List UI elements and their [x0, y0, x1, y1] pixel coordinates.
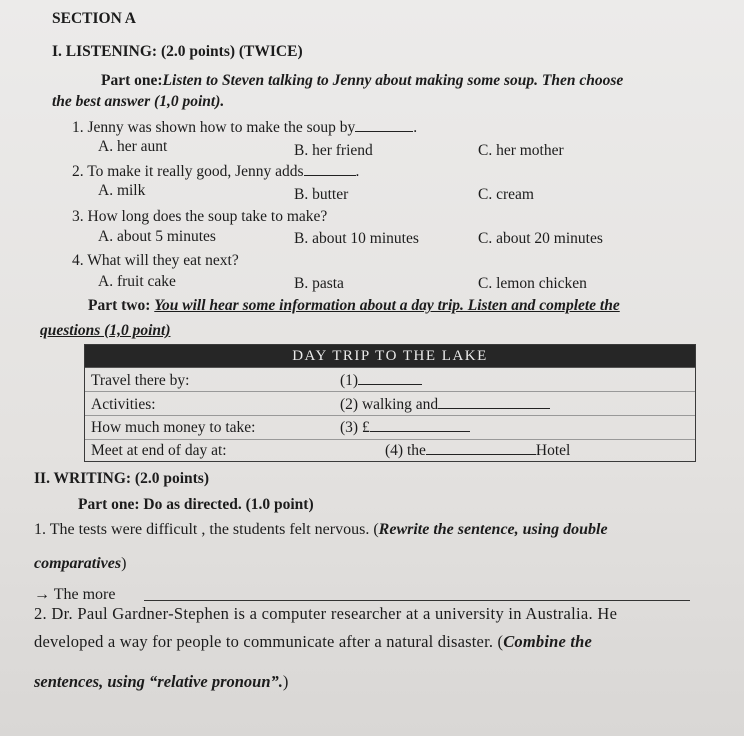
q1-option-a[interactable]: A. her aunt — [98, 138, 168, 155]
row-3-blank[interactable] — [370, 419, 470, 432]
row-1-answer: (1) — [340, 372, 422, 390]
q1-option-c[interactable]: C. her mother — [478, 142, 564, 159]
question-1-stem: 1. Jenny was shown how to make the soup by — [72, 119, 356, 136]
writing-question-2-line-3 — [34, 672, 288, 692]
writing-question-1 — [34, 521, 608, 539]
q4-option-c[interactable]: C. lemon chicken — [478, 275, 587, 292]
q3-option-b[interactable]: B. about 10 minutes — [294, 230, 419, 247]
row-1-label: Travel there by: — [91, 372, 190, 389]
row-4-suffix: Hotel — [535, 442, 571, 459]
writing-q2-instruction: Combine the — [503, 632, 593, 651]
writing-q1-text: 1. The tests were difficult , the students felt nervous. ( — [34, 521, 379, 538]
part-one-instruction-cont: the best answer (1,0 point). — [52, 93, 225, 110]
question-2-stem: 2. To make it really good, Jenny adds — [72, 163, 304, 180]
writing-question-1-cont — [34, 555, 126, 573]
q3-option-c[interactable]: C. about 20 minutes — [478, 230, 603, 247]
row-2-label: Activities: — [91, 396, 156, 413]
question-3: 3. How long does the soup take to make? — [72, 208, 328, 225]
writing-heading: II. WRITING: (2.0 points) — [34, 470, 209, 487]
section-title: SECTION A — [52, 10, 136, 27]
writing-q2-close: ) — [282, 672, 289, 691]
q4-option-a[interactable]: A. fruit cake — [98, 273, 176, 290]
row-3-label: How much money to take: — [91, 419, 256, 436]
writing-question-2-line-2 — [34, 632, 592, 652]
question-2-stem-end: . — [355, 163, 360, 180]
q4-option-b[interactable]: B. pasta — [294, 275, 344, 292]
writing-question-2-line-1: 2. Dr. Paul Gardner-Stephen is a computer researcher at a university in Australia. He — [34, 604, 618, 623]
arrow-icon: → — [34, 586, 50, 603]
row-1-blank[interactable] — [358, 372, 422, 385]
day-trip-table — [84, 344, 696, 462]
part-two-text: You will hear some information about a day trip. Listen and complete the — [154, 297, 620, 314]
writing-q1-close: ) — [121, 555, 127, 572]
row-2-answer: (2) walking and — [340, 396, 550, 414]
writing-q1-answer-line[interactable] — [144, 600, 690, 601]
part-two-instruction — [88, 297, 620, 315]
part-one-label: Part one: — [101, 72, 163, 89]
row-4-label: Meet at end of day at: — [91, 442, 227, 459]
listening-heading: I. LISTENING: (2.0 points) (TWICE) — [52, 43, 303, 60]
question-2 — [72, 163, 359, 181]
q2-option-a[interactable]: A. milk — [98, 182, 146, 199]
row-4-answer: (4) the Hotel — [385, 442, 571, 459]
question-1 — [72, 119, 417, 137]
writing-part-one: Part one: Do as directed. (1.0 point) — [78, 496, 314, 513]
part-one-text: Listen to Steven talking to Jenny about making some soup. Then choose — [162, 72, 624, 89]
part-two-label: Part two: — [88, 297, 151, 314]
row-2-blank[interactable] — [438, 396, 550, 409]
writing-q2-instruction-cont: sentences, using “relative pronoun”. — [34, 672, 283, 691]
writing-q1-instruction: Rewrite the sentence, using double — [378, 521, 608, 538]
part-one-instruction — [101, 72, 623, 90]
writing-q1-answer-prefix: The more — [53, 586, 116, 603]
question-1-stem-end: . — [413, 119, 418, 136]
q2-option-b[interactable]: B. butter — [294, 186, 349, 203]
writing-q1-answer-row — [34, 586, 115, 604]
writing-q2-text: developed a way for people to communicate after a natural disaster. ( — [34, 632, 504, 651]
question-2-blank[interactable] — [304, 163, 356, 176]
writing-q1-instruction-cont: comparatives — [34, 555, 122, 572]
question-1-blank[interactable] — [355, 119, 413, 132]
question-4: 4. What will they eat next? — [72, 252, 239, 269]
q3-option-a[interactable]: A. about 5 minutes — [98, 228, 216, 245]
q1-option-b[interactable]: B. her friend — [294, 142, 373, 159]
row-3-answer: (3) £ — [340, 419, 470, 437]
row-4-blank[interactable] — [426, 442, 536, 455]
q2-option-c[interactable]: C. cream — [478, 186, 534, 203]
table-title: DAY TRIP TO THE LAKE — [85, 345, 695, 367]
part-two-instruction-cont: questions (1,0 point) — [40, 322, 171, 339]
